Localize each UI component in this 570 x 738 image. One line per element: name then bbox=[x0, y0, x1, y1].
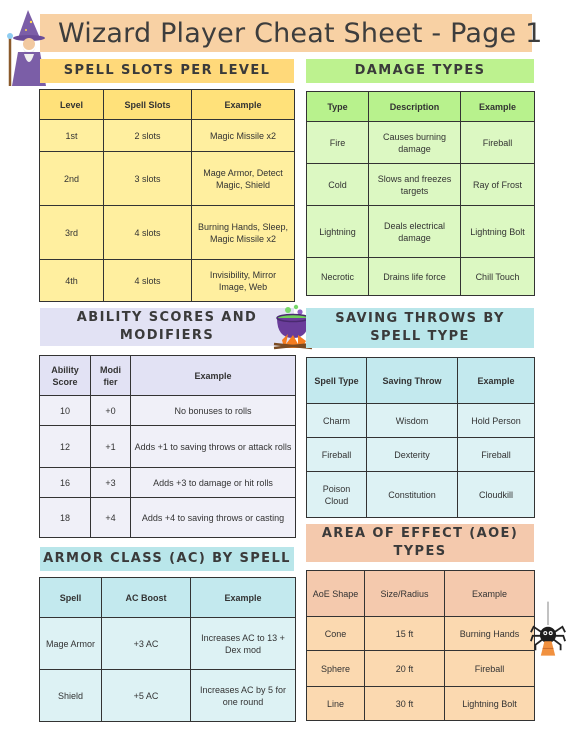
table-cell: 2nd bbox=[40, 152, 104, 206]
column-header: Example bbox=[192, 90, 295, 120]
spider-icon bbox=[530, 600, 566, 668]
table-cell: 15 ft bbox=[365, 617, 445, 651]
table-cell: Shield bbox=[40, 670, 102, 722]
table-cell: Adds +3 to damage or hit rolls bbox=[131, 468, 296, 498]
table-cell: Necrotic bbox=[307, 258, 369, 296]
damage-types-heading-text: DAMAGE TYPES bbox=[354, 63, 486, 78]
table-row bbox=[307, 687, 535, 721]
table-row bbox=[40, 396, 296, 426]
table-cell: Increases AC to 13 + Dex mod bbox=[191, 618, 296, 670]
table-cell: Deals electrical damage bbox=[369, 206, 461, 258]
ability-scores-heading bbox=[40, 308, 294, 346]
table-cell: Fireball bbox=[445, 651, 535, 687]
table-header-row bbox=[307, 358, 535, 404]
column-header: AoE Shape bbox=[307, 571, 365, 617]
column-header: Example bbox=[191, 578, 296, 618]
column-header: Saving Throw bbox=[367, 358, 458, 404]
table-cell: Burning Hands bbox=[445, 617, 535, 651]
table-row bbox=[40, 260, 295, 302]
page-title: Wizard Player Cheat Sheet - Page 1 bbox=[58, 17, 543, 49]
table-cell: No bonuses to rolls bbox=[131, 396, 296, 426]
table-header-row bbox=[307, 571, 535, 617]
armor-class-heading bbox=[40, 547, 294, 571]
aoe-heading-text: AREA OF EFFECT (AOE) TYPES bbox=[321, 526, 519, 559]
table-cell: 1st bbox=[40, 120, 104, 152]
spell-slots-table bbox=[39, 89, 295, 302]
column-header: Ability Score bbox=[40, 356, 91, 396]
table-cell: 4 slots bbox=[104, 260, 192, 302]
table-cell: Wisdom bbox=[367, 404, 458, 438]
title-bar bbox=[40, 14, 543, 52]
spell-slots-heading-text: SPELL SLOTS PER LEVEL bbox=[63, 63, 271, 78]
table-cell: 20 ft bbox=[365, 651, 445, 687]
column-header: Spell Slots bbox=[104, 90, 192, 120]
ability-scores-table bbox=[39, 355, 296, 538]
saving-throws-heading-text: SAVING THROWS BY SPELL TYPE bbox=[335, 311, 505, 344]
table-cell: Increases AC by 5 for one round bbox=[191, 670, 296, 722]
table-header-row bbox=[40, 578, 296, 618]
column-header: Example bbox=[445, 571, 535, 617]
column-header: Example bbox=[458, 358, 535, 404]
table-cell: Charm bbox=[307, 404, 367, 438]
table-row bbox=[40, 426, 296, 468]
table-cell: +3 AC bbox=[102, 618, 191, 670]
table-row bbox=[307, 651, 535, 687]
table-cell: Sphere bbox=[307, 651, 365, 687]
table-cell: 4 slots bbox=[104, 206, 192, 260]
table-cell: Invisibility, Mirror Image, Web bbox=[192, 260, 295, 302]
table-row bbox=[307, 404, 535, 438]
table-header-row bbox=[40, 90, 295, 120]
table-cell: 3rd bbox=[40, 206, 104, 260]
table-cell: +1 bbox=[91, 426, 131, 468]
damage-types-heading bbox=[306, 59, 534, 83]
table-row bbox=[307, 617, 535, 651]
table-cell: +4 bbox=[91, 498, 131, 538]
armor-class-table bbox=[39, 577, 296, 722]
table-cell: 18 bbox=[40, 498, 91, 538]
table-cell: Line bbox=[307, 687, 365, 721]
column-header: Type bbox=[307, 92, 369, 122]
column-header: Level bbox=[40, 90, 104, 120]
aoe-table bbox=[306, 570, 535, 721]
column-header: AC Boost bbox=[102, 578, 191, 618]
aoe-heading bbox=[306, 524, 534, 562]
table-cell: 3 slots bbox=[104, 152, 192, 206]
table-header-row bbox=[40, 356, 296, 396]
table-cell: 2 slots bbox=[104, 120, 192, 152]
table-cell: +0 bbox=[91, 396, 131, 426]
column-header: Example bbox=[131, 356, 296, 396]
table-cell: +3 bbox=[91, 468, 131, 498]
table-row bbox=[40, 670, 296, 722]
table-cell: Fireball bbox=[458, 438, 535, 472]
table-row bbox=[40, 468, 296, 498]
table-row bbox=[40, 152, 295, 206]
table-cell: Hold Person bbox=[458, 404, 535, 438]
table-cell: Causes burning damage bbox=[369, 122, 461, 164]
column-header: Description bbox=[369, 92, 461, 122]
column-header: Example bbox=[461, 92, 535, 122]
table-cell: 30 ft bbox=[365, 687, 445, 721]
spell-slots-heading bbox=[40, 59, 294, 83]
table-cell: Lightning Bolt bbox=[445, 687, 535, 721]
table-cell: Cone bbox=[307, 617, 365, 651]
table-cell: Mage Armor bbox=[40, 618, 102, 670]
table-cell: Magic Missile x2 bbox=[192, 120, 295, 152]
column-header: Size/Radius bbox=[365, 571, 445, 617]
table-cell: 4th bbox=[40, 260, 104, 302]
table-cell: Drains life force bbox=[369, 258, 461, 296]
table-cell: Adds +1 to saving throws or attack rolls bbox=[131, 426, 296, 468]
table-row bbox=[307, 258, 535, 296]
table-header-row bbox=[307, 92, 535, 122]
column-header: Spell bbox=[40, 578, 102, 618]
table-cell: Poison Cloud bbox=[307, 472, 367, 518]
column-header: Spell Type bbox=[307, 358, 367, 404]
table-row bbox=[307, 122, 535, 164]
table-cell: Burning Hands, Sleep, Magic Missile x2 bbox=[192, 206, 295, 260]
table-cell: Mage Armor, Detect Magic, Shield bbox=[192, 152, 295, 206]
table-cell: Adds +4 to saving throws or casting bbox=[131, 498, 296, 538]
table-cell: Slows and freezes targets bbox=[369, 164, 461, 206]
table-row bbox=[40, 206, 295, 260]
table-cell: Lightning Bolt bbox=[461, 206, 535, 258]
table-cell: 16 bbox=[40, 468, 91, 498]
table-cell: Chill Touch bbox=[461, 258, 535, 296]
table-cell: Lightning bbox=[307, 206, 369, 258]
column-header: Modi fier bbox=[91, 356, 131, 396]
table-cell: 12 bbox=[40, 426, 91, 468]
ability-scores-heading-text: ABILITY SCORES AND MODIFIERS bbox=[76, 310, 258, 343]
table-cell: Cold bbox=[307, 164, 369, 206]
table-row bbox=[307, 438, 535, 472]
table-cell: Fireball bbox=[461, 122, 535, 164]
table-cell: Fireball bbox=[307, 438, 367, 472]
table-cell: Constitution bbox=[367, 472, 458, 518]
table-cell: 10 bbox=[40, 396, 91, 426]
table-row bbox=[40, 618, 296, 670]
saving-throws-heading bbox=[306, 308, 534, 348]
saving-throws-table bbox=[306, 357, 535, 518]
table-row bbox=[40, 120, 295, 152]
table-row bbox=[307, 206, 535, 258]
table-cell: Cloudkill bbox=[458, 472, 535, 518]
table-row bbox=[307, 164, 535, 206]
table-row bbox=[307, 472, 535, 518]
table-row bbox=[40, 498, 296, 538]
table-cell: Fire bbox=[307, 122, 369, 164]
damage-types-table bbox=[306, 91, 535, 296]
table-cell: Ray of Frost bbox=[461, 164, 535, 206]
table-cell: Dexterity bbox=[367, 438, 458, 472]
armor-class-heading-text: ARMOR CLASS (AC) BY SPELL bbox=[43, 551, 291, 566]
table-cell: +5 AC bbox=[102, 670, 191, 722]
